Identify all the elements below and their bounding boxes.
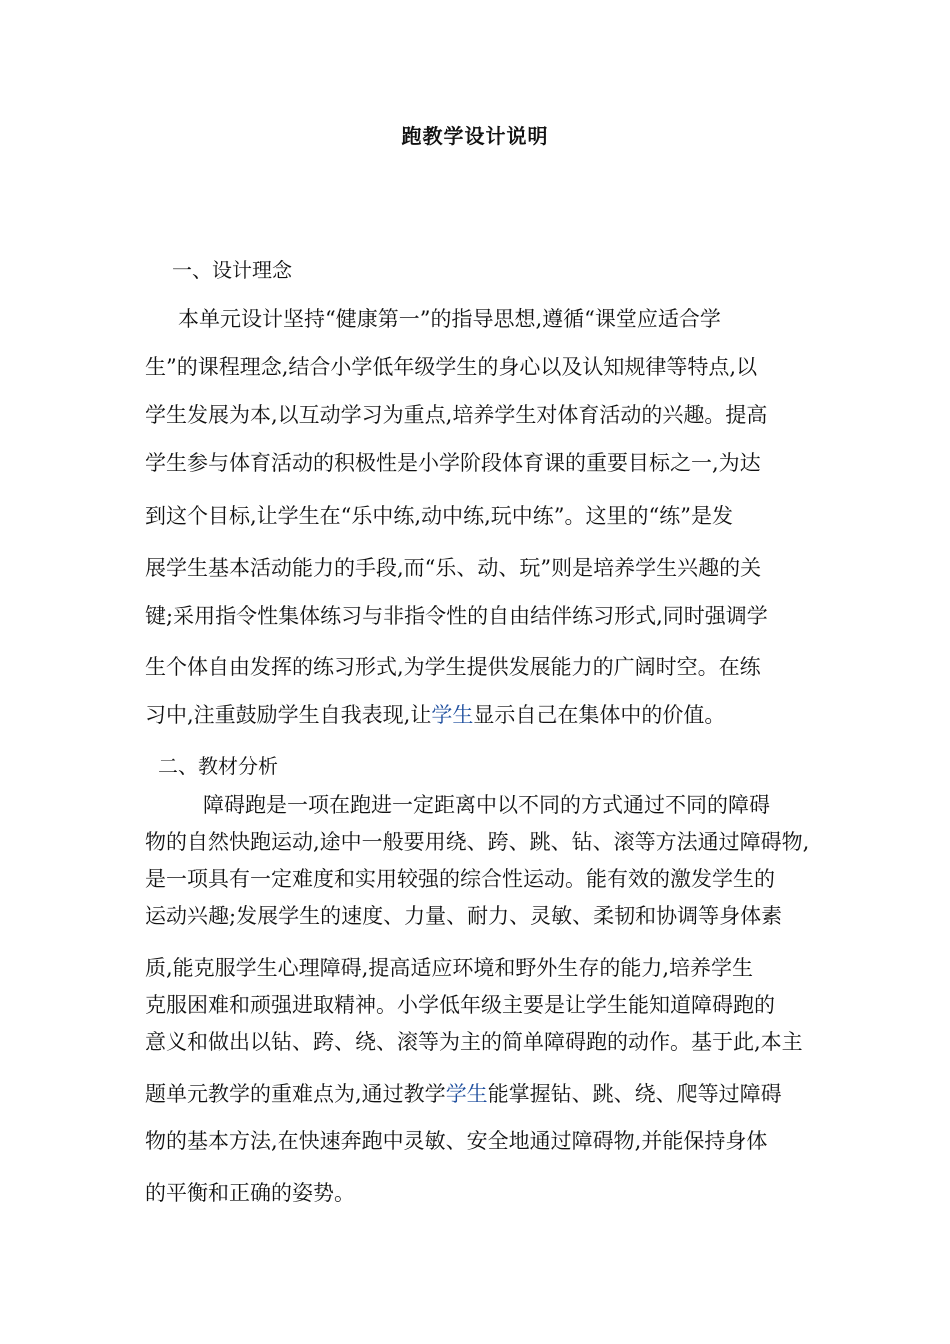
document-title: 跑教学设计说明: [401, 124, 549, 148]
section-heading-material-analysis: 二、教材分析: [158, 754, 278, 778]
paragraph-line: 学生发展为本,以互动学习为重点,培养学生对体育活动的兴趣。提高: [145, 403, 768, 427]
paragraph-line: 物的自然快跑运动,途中一般要用绕、跨、跳、钻、滚等方法通过障碍物,: [145, 830, 810, 854]
paragraph-line: 意义和做出以钻、跨、绕、滚等为主的简单障碍跑的动作。基于此,本主: [145, 1030, 803, 1054]
paragraph-line: 展学生基本活动能力的手段,而“乐、动、玩”则是培养学生兴趣的关: [145, 556, 762, 580]
paragraph-line: 到这个目标,让学生在“乐中练,动中练,玩中练”。这里的“练”是发: [145, 504, 733, 528]
paragraph-line: 键;采用指令性集体练习与非指令性的自由结伴练习形式,同时强调学: [145, 604, 768, 628]
line-text: 题单元教学的重难点为,通过教学: [145, 1082, 446, 1106]
paragraph-line: 物的基本方法,在快速奔跑中灵敏、安全地通过障碍物,并能保持身体: [145, 1129, 768, 1153]
paragraph-line: 运动兴趣;发展学生的速度、力量、耐力、灵敏、柔韧和协调等身体素: [145, 904, 783, 928]
line-text: 显示自己在集体中的价值。: [473, 703, 726, 727]
paragraph-line: 是一项具有一定难度和实用较强的综合性运动。能有效的激发学生的: [145, 867, 775, 891]
section-heading-design-concept: 一、设计理念: [172, 258, 292, 282]
paragraph-line: 学生参与体育活动的积极性是小学阶段体育课的重要目标之一,为达: [145, 451, 761, 475]
paragraph-line: 克服困难和顽强进取精神。小学低年级主要是让学生能知道障碍跑的: [145, 993, 775, 1017]
paragraph-line: [145, 700, 725, 730]
paragraph-line: 生”的课程理念,结合小学低年级学生的身心以及认知规律等特点,以: [145, 355, 758, 379]
student-link[interactable]: 学生: [431, 703, 474, 727]
paragraph-line: 障碍跑是一项在跑进一定距离中以不同的方式通过不同的障碍: [203, 793, 770, 817]
paragraph-line: 质,能克服学生心理障碍,提高适应环境和野外生存的能力,培养学生: [145, 956, 754, 980]
paragraph-line: 生个体自由发挥的练习形式,为学生提供发展能力的广阔时空。在练: [145, 655, 761, 679]
paragraph-line: [145, 1079, 782, 1109]
line-text: 习中,注重鼓励学生自我表现,让: [145, 703, 432, 727]
paragraph-line: 本单元设计坚持“健康第一”的指导思想,遵循“课堂应适合学: [178, 307, 721, 331]
line-text: 能掌握钻、跳、绕、爬等过障碍: [487, 1082, 782, 1106]
student-link[interactable]: 学生: [445, 1082, 488, 1106]
paragraph-line: 的平衡和正确的姿势。: [145, 1181, 355, 1205]
